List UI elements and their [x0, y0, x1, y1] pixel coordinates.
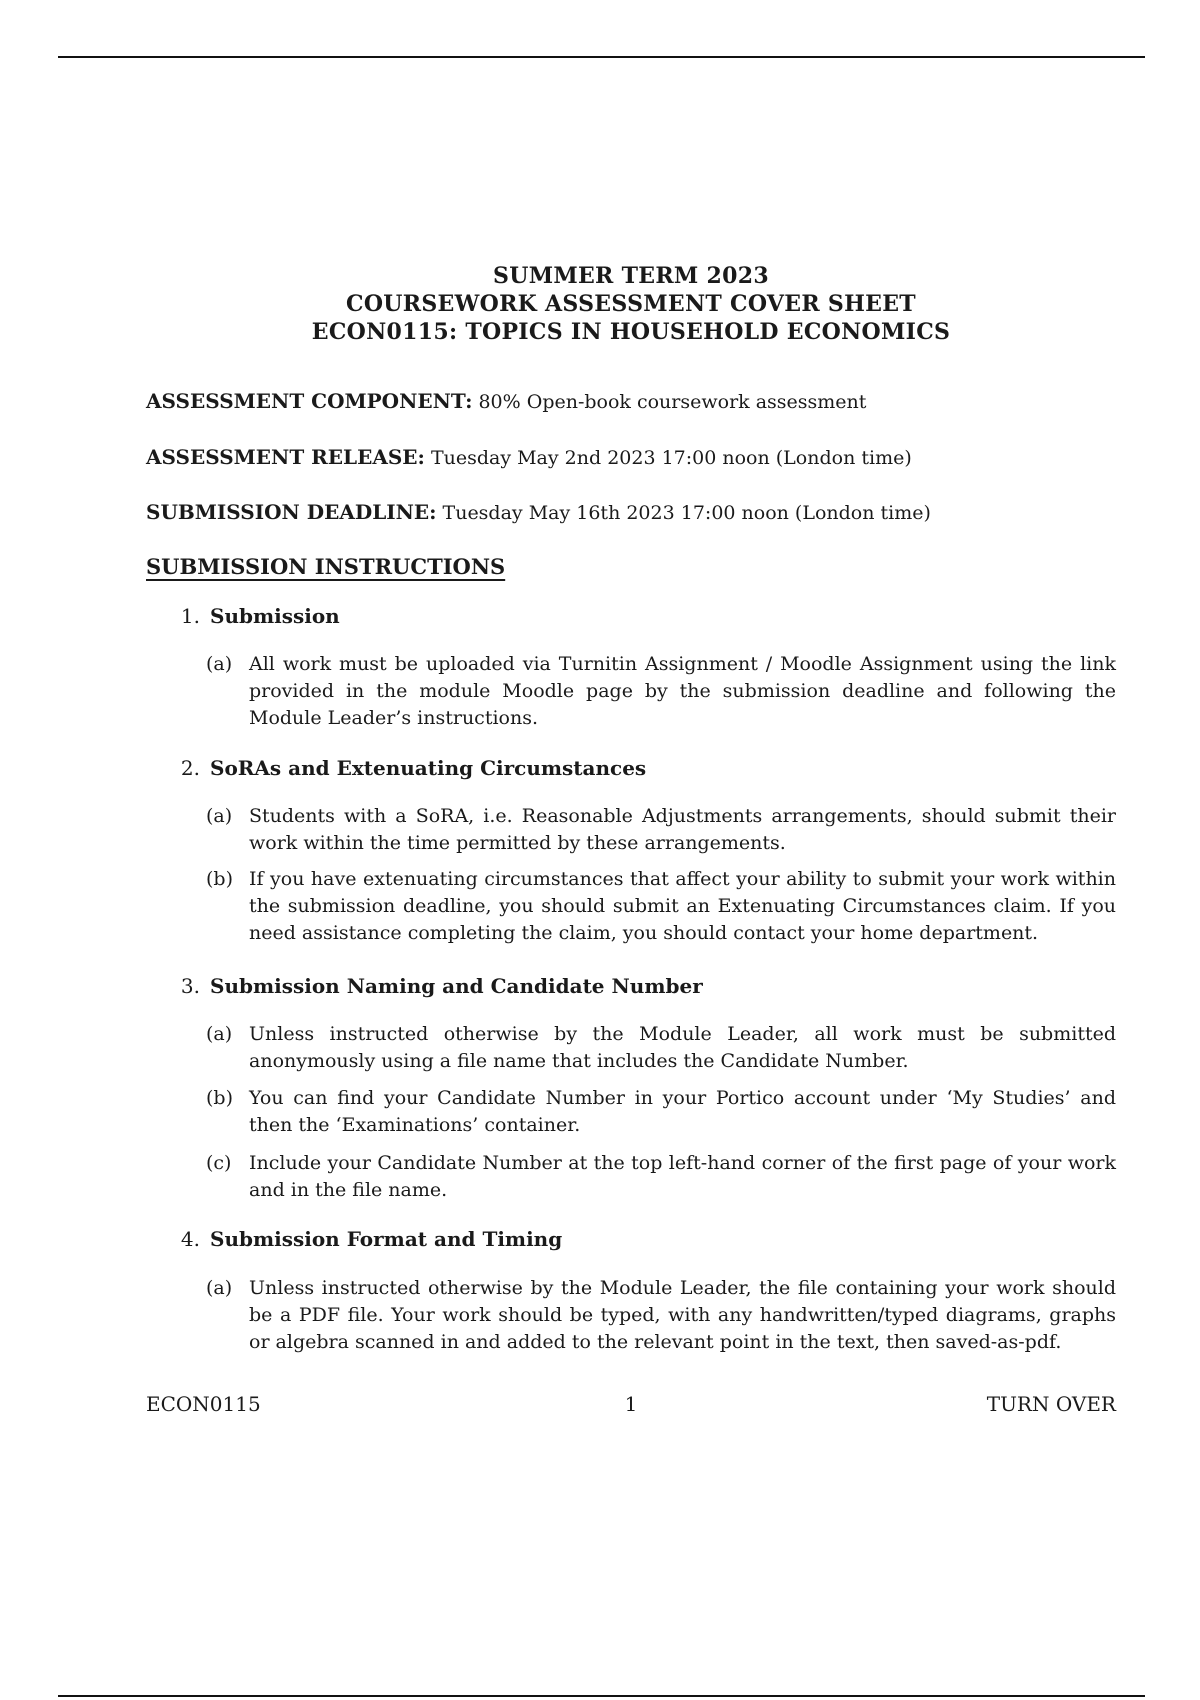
submission-deadline-label: SUBMISSION DEADLINE:: [146, 500, 437, 524]
item-label: (a): [206, 1023, 233, 1045]
section-number: 4.: [180, 1227, 200, 1251]
assessment-release-value: Tuesday May 2nd 2023 17:00 noon (London time): [430, 447, 912, 469]
section-title: Submission: [210, 604, 340, 628]
item-text: Students with a SoRA, i.e. Reasonable Adjustments arrangements, should submit their work within the time permitted by these arrangements.: [249, 805, 1116, 854]
item-label: (b): [206, 1087, 233, 1109]
submission-instructions-heading: SUBMISSION INSTRUCTIONS: [146, 554, 506, 579]
section-title: SoRAs and Extenuating Circumstances: [210, 756, 647, 780]
footer-module-code: ECON0115: [146, 1392, 261, 1416]
submission-deadline-value: Tuesday May 16th 2023 17:00 noon (London time): [442, 502, 931, 524]
item-label: (b): [206, 868, 233, 890]
assessment-component-field: [146, 389, 866, 413]
module-title: ECON0115: TOPICS IN HOUSEHOLD ECONOMICS: [311, 319, 951, 345]
section-2-heading: [170, 756, 646, 780]
section-3-item-b: [206, 1085, 1116, 1139]
assessment-release-field: [146, 445, 912, 469]
item-label: (c): [206, 1152, 232, 1174]
item-text: If you have extenuating circumstances that affect your ability to submit your work within the submission deadline, you should submit an Extenuating Circumstances claim. If you need assistance completing the claim, you should contact your home department.: [249, 868, 1116, 944]
item-text: Unless instructed otherwise by the Module Leader, all work must be submitted anonymously using a file name that includes the Candidate Number.: [249, 1023, 1116, 1072]
footer-page-number: 1: [624, 1392, 638, 1416]
section-3-item-c: [206, 1150, 1116, 1204]
section-title: Submission Naming and Candidate Number: [210, 974, 703, 998]
section-number: 1.: [180, 604, 200, 628]
section-3-item-a: [206, 1021, 1116, 1075]
section-1-item-a: [206, 651, 1116, 732]
section-4-heading: [170, 1227, 562, 1251]
item-label: (a): [206, 805, 233, 827]
item-label: (a): [206, 1277, 233, 1299]
footer-turn-over: TURN OVER: [986, 1392, 1116, 1416]
item-text: You can find your Candidate Number in your Portico account under ‘My Studies’ and then the ‘Examinations’ container.: [249, 1087, 1116, 1136]
item-label: (a): [206, 653, 233, 675]
term-title: SUMMER TERM 2023: [493, 263, 769, 289]
section-2-item-b: [206, 866, 1116, 947]
assessment-component-value: 80% Open-book coursework assessment: [478, 391, 867, 413]
bottom-rule: [58, 1695, 1145, 1697]
section-2-item-a: [206, 803, 1116, 857]
section-number: 2.: [180, 756, 200, 780]
top-rule: [58, 56, 1145, 58]
item-text: Unless instructed otherwise by the Module Leader, the file containing your work should be a PDF file. Your work should be typed, with any handwritten/typed diagrams, graphs or algebra scanned in and added to the relevant point in the text, then saved-as-pdf.: [249, 1277, 1116, 1353]
section-3-heading: [170, 974, 703, 998]
item-text: All work must be uploaded via Turnitin Assignment / Moodle Assignment using the link provided in the module Moodle page by the submission deadline and following the Module Leader’s instructions.: [249, 653, 1116, 729]
section-1-heading: [170, 604, 340, 628]
section-number: 3.: [180, 974, 200, 998]
document-title-block: [0, 262, 1200, 346]
assessment-component-label: ASSESSMENT COMPONENT:: [146, 389, 473, 413]
assessment-release-label: ASSESSMENT RELEASE:: [146, 445, 425, 469]
section-title: Submission Format and Timing: [210, 1227, 563, 1251]
section-4-item-a: [206, 1275, 1116, 1356]
item-text: Include your Candidate Number at the top left-hand corner of the first page of your work and in the file name.: [249, 1152, 1116, 1201]
sheet-title: COURSEWORK ASSESSMENT COVER SHEET: [346, 291, 916, 317]
submission-deadline-field: [146, 500, 931, 524]
